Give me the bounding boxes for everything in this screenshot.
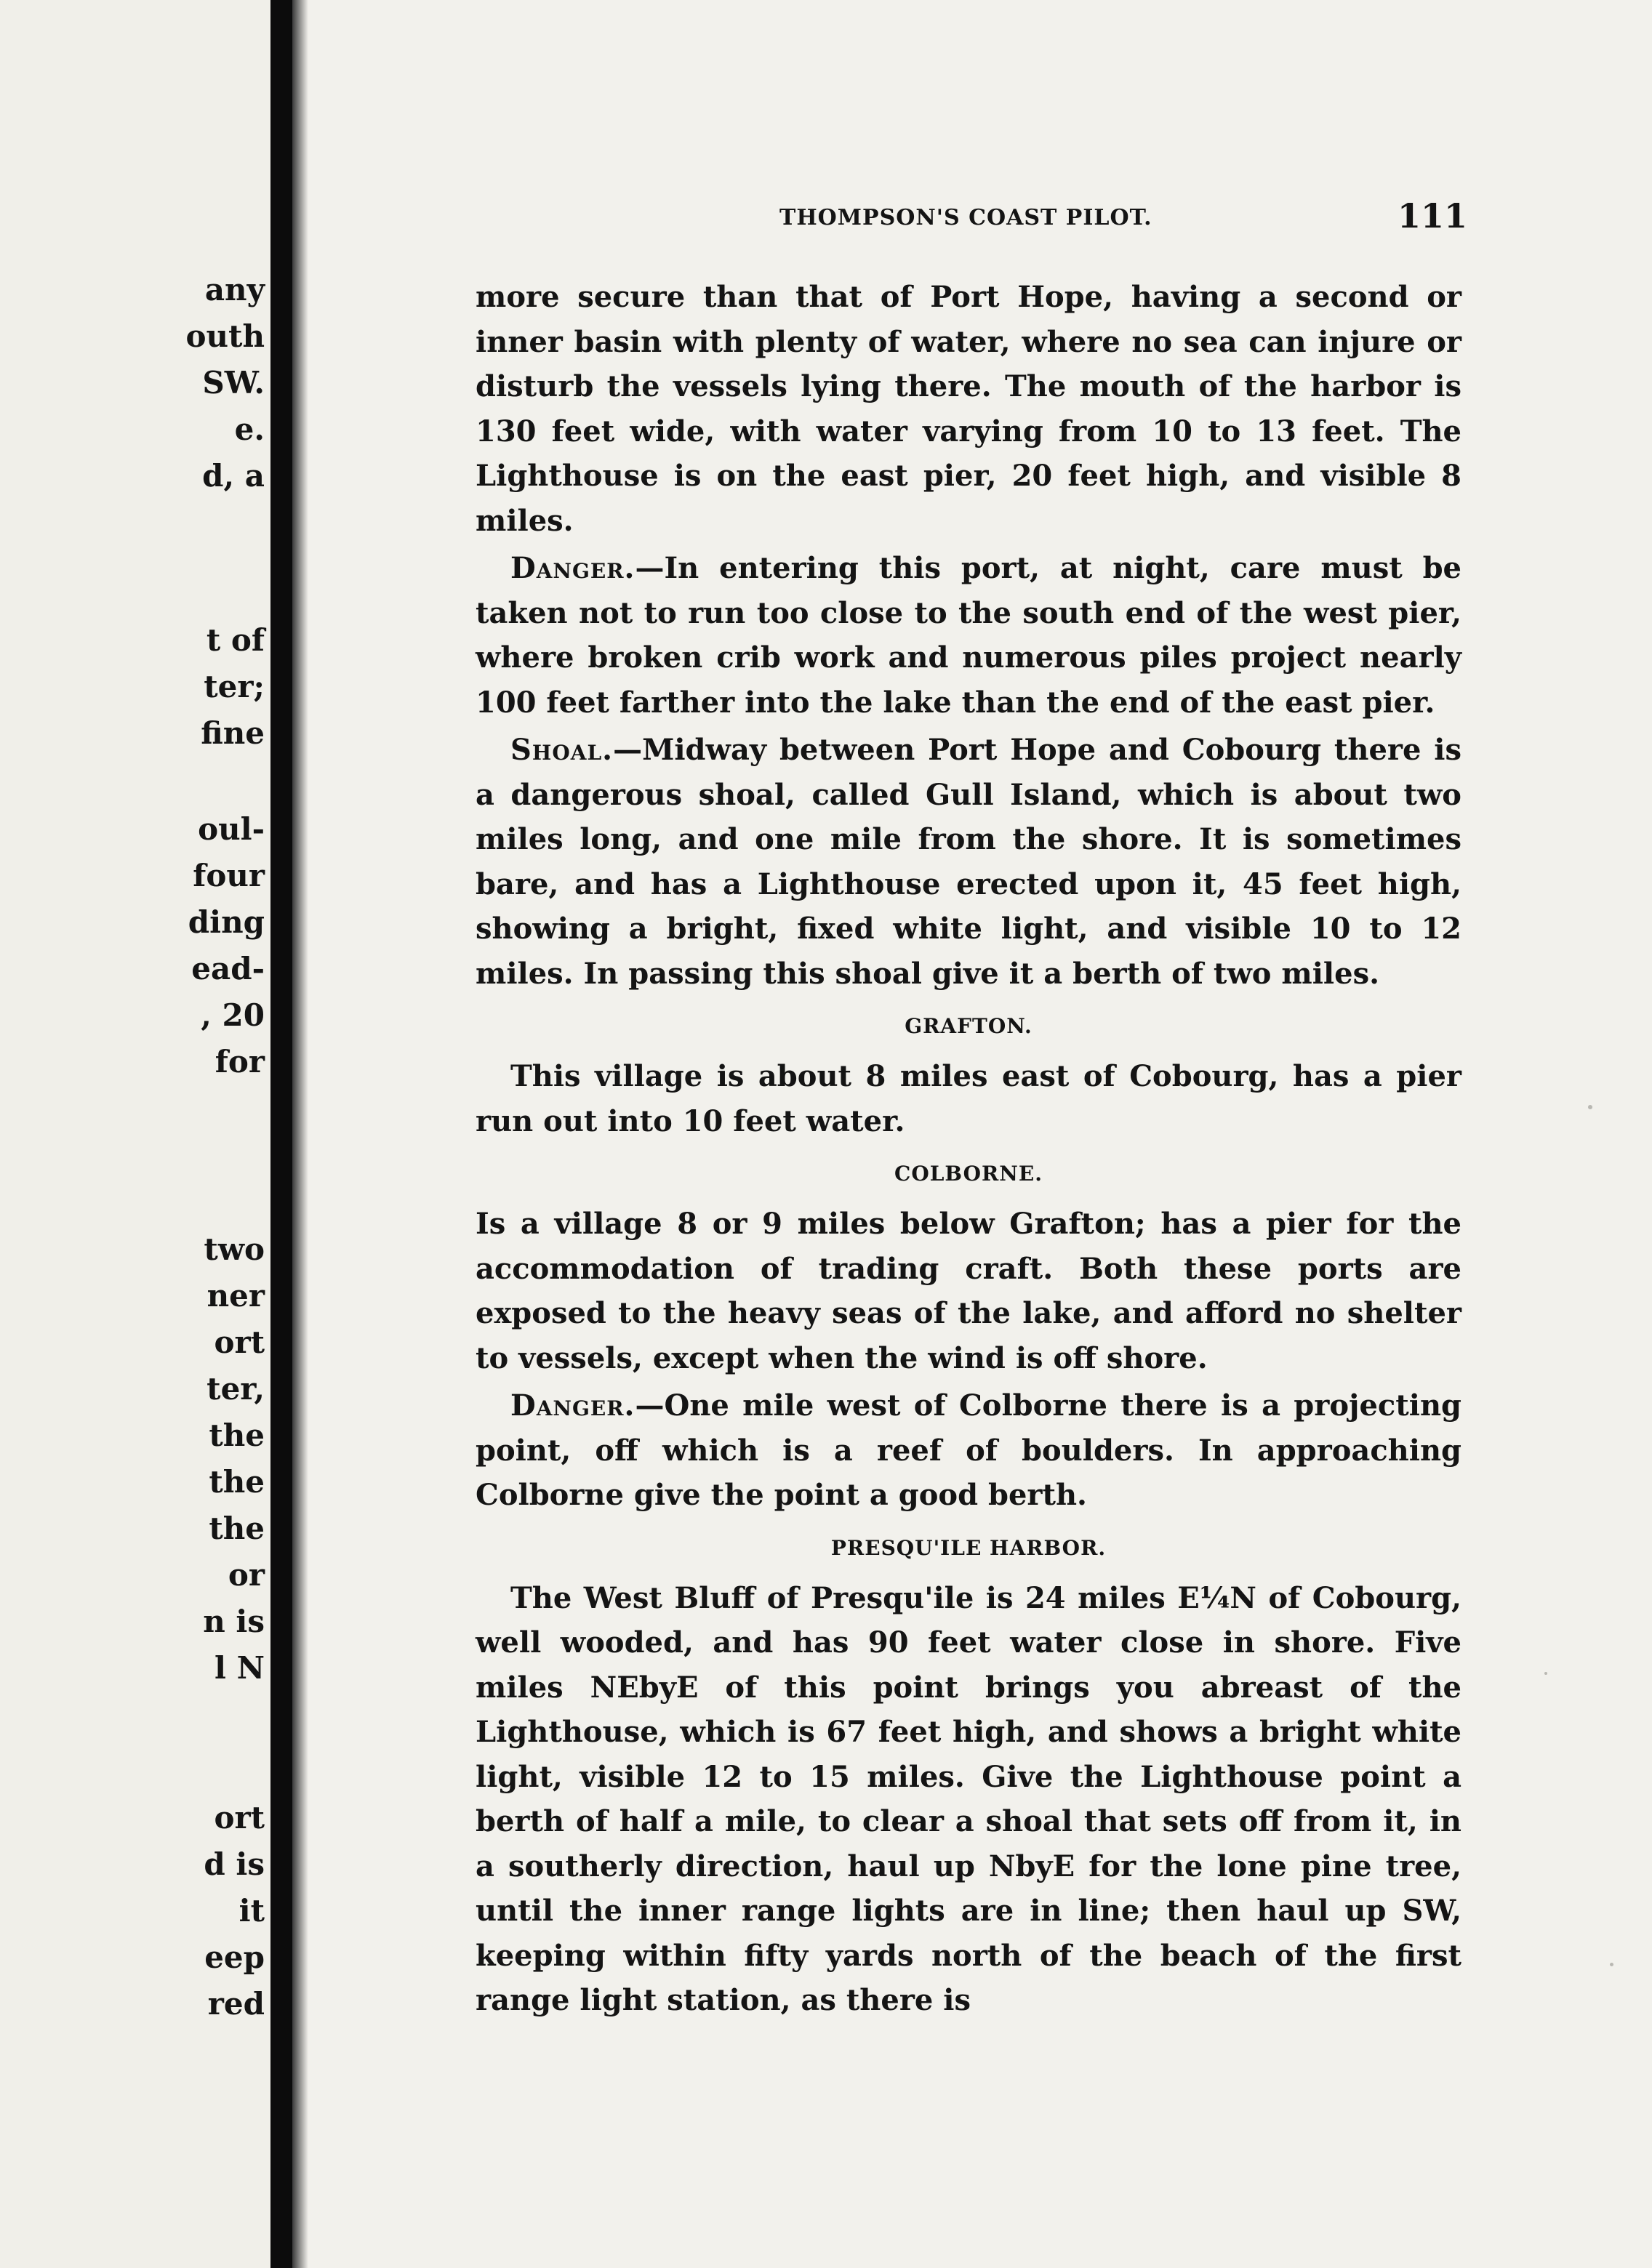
paragraph-danger [476, 546, 1461, 725]
left-line: n is [203, 1604, 265, 1639]
section-heading-colborne: COLBORNE. [894, 1162, 1043, 1186]
left-line: ter, [206, 1371, 265, 1407]
left-line: oul- [198, 811, 265, 847]
paragraph-text: —In entering this port, at night, care must be taken not to run too close to the south end of the west pier, where broken crib work and numerous piles project nearly 100 feet farther into the lake than the end of the east pier. [476, 551, 1461, 720]
left-line: red [207, 1986, 265, 2022]
paragraph: more secure than that of Port Hope, having a second or inner basin with plenty of water, where no sea can injure or disturb the vessels lying there. The mouth of the harbor is 130 feet wide, with water varying from 10 to 13 feet. The Lighthouse is on the east pier, 20 feet high, and visible 8 miles. [476, 280, 1461, 538]
paragraph-danger [476, 1383, 1461, 1518]
book-gutter [270, 0, 292, 2268]
left-line: d is [204, 1846, 265, 1882]
left-facing-page [0, 0, 270, 2268]
left-line: , 20 [201, 997, 265, 1033]
left-line: ter; [204, 669, 265, 704]
left-line: two [204, 1231, 265, 1267]
left-line: fine [201, 715, 265, 751]
left-line: d, a [202, 458, 265, 494]
left-line: any [204, 272, 265, 307]
left-line: ort [214, 1800, 265, 1835]
scan-speck [1544, 1672, 1547, 1675]
paragraph-text: —Midway between Port Hope and Cobourg there is a dangerous shoal, called Gull Island, which is about two miles long, and one mile from the shore. It is sometimes bare, and has a Lighthouse erected upon it, 45 feet high, showing a bright, fixed white light, and visible 10 to 12 miles. In passing this shoal give it a berth of two miles. [476, 733, 1461, 991]
left-line: the [209, 1418, 265, 1453]
running-title: THOMPSON'S COAST PILOT. [779, 205, 1152, 230]
page-body [476, 275, 1461, 2026]
left-line: t of [206, 622, 265, 658]
left-line: or [228, 1557, 265, 1593]
left-line: ding [188, 904, 265, 940]
left-line: it [238, 1893, 265, 1929]
paragraph: This village is about 8 miles east of Cobourg, has a pier run out into 10 feet water. [476, 1059, 1461, 1138]
paragraph-lead: Danger. [510, 1388, 635, 1423]
page-number: 111 [1398, 196, 1468, 236]
left-line: eep [204, 1939, 265, 1975]
section-heading-grafton: GRAFTON. [905, 1014, 1032, 1038]
left-line: ort [214, 1324, 265, 1360]
left-line: the [209, 1464, 265, 1500]
left-line: the [209, 1511, 265, 1546]
left-line: l N [214, 1650, 265, 1686]
paragraph: The West Bluff of Presqu'ile is 24 miles E¼N of Cobourg, well wooded, and has 90 feet water close in shore. Five miles NEbyE of this point brings you abreast of the Lighthouse, which is 67 feet high, and shows a bright white light, visible 12 to 15 miles. Give the Lighthouse point a berth of half a mile, to clear a shoal that sets off from it, in a southerly direction, haul up NbyE for the lone pine tree, until the inner range lights are in line; then haul up SW, keeping within fifty yards north of the beach of the first range light station, as there is [476, 1580, 1461, 2017]
paragraph-lead: Danger. [510, 551, 635, 585]
scan-speck [1588, 1105, 1592, 1109]
main-page [308, 0, 1652, 2268]
paragraph: Is a village 8 or 9 miles below Grafton; has a pier for the accommodation of trading craft. Both these ports are exposed to the heavy seas of the lake, and afford no shelter to vessels, except when the wind is off shore. [476, 1207, 1461, 1375]
gutter-shadow [292, 0, 308, 2268]
left-line: four [193, 858, 265, 893]
paragraph-lead: Shoal. [510, 733, 614, 767]
paragraph-shoal [476, 728, 1461, 996]
paragraph-text: —One mile west of Colborne there is a projecting point, off which is a reef of boulders. In approaching Colborne give the point a good berth. [476, 1388, 1461, 1512]
scan-speck [1610, 1963, 1613, 1966]
left-line: ner [206, 1278, 265, 1314]
left-line: for [214, 1044, 265, 1079]
left-line: e. [234, 411, 265, 447]
left-line: SW. [202, 365, 265, 401]
left-line: outh [185, 318, 265, 354]
section-heading-presquile: PRESQU'ILE HARBOR. [830, 1535, 1107, 1560]
left-line: ead- [191, 951, 265, 986]
